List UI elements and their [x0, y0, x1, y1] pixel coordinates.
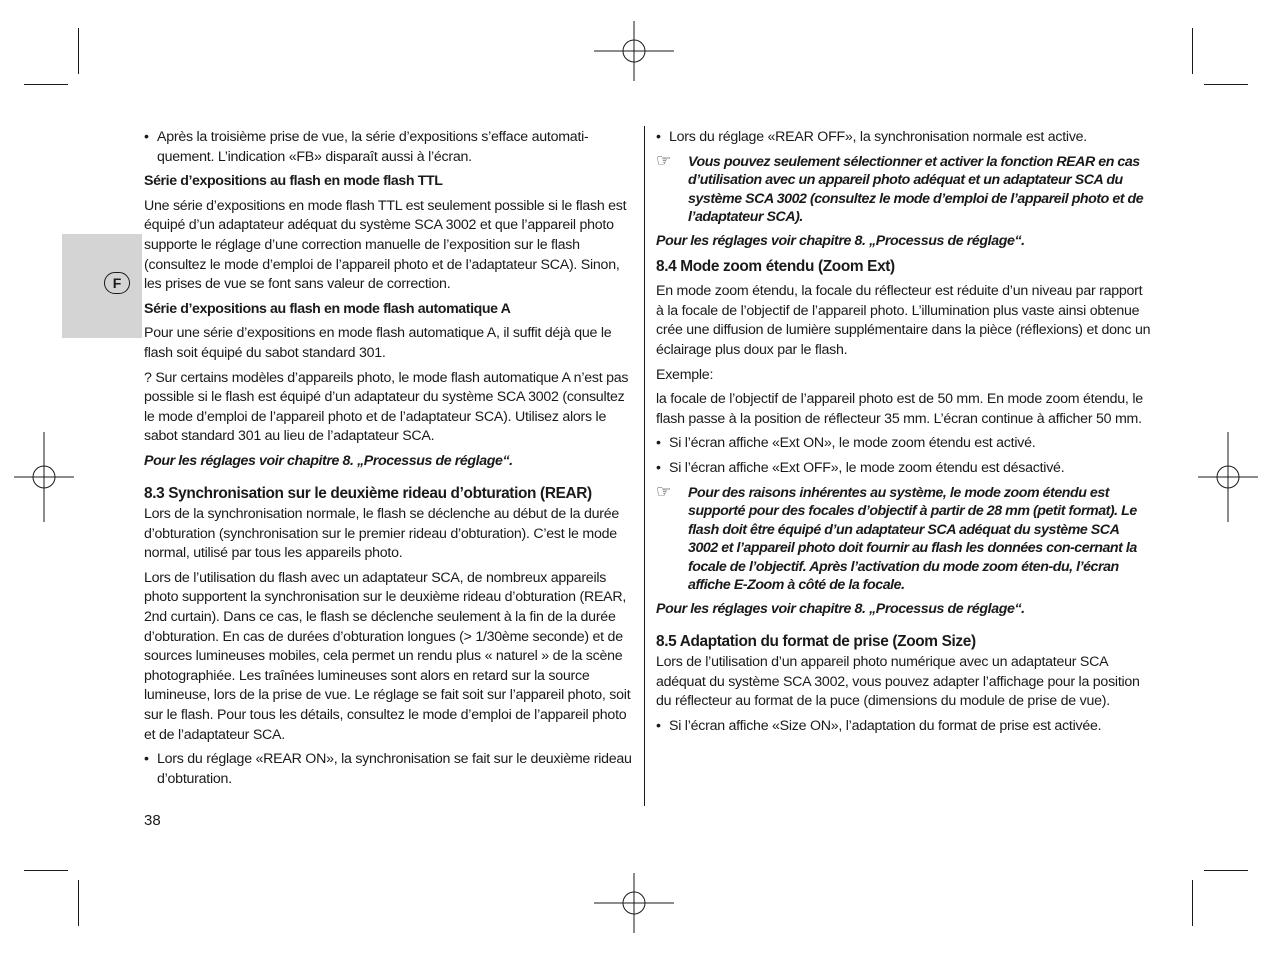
bullet-icon: •	[144, 129, 149, 145]
paragraph-8-3-a: Lors de la synchronisation normale, le flash se déclenche au début de la durée d’obturation (synchronisation sur le premier rideau d’obturation). C’est le mode normal, utilisé par tous les appareils photo.	[144, 506, 620, 562]
subheading-ttl: Série d’expositions au flash en mode flash TTL	[144, 173, 443, 190]
left-column	[144, 128, 636, 794]
page-number: 38	[144, 812, 161, 829]
crop-mark	[1192, 28, 1193, 74]
crop-mark	[1204, 870, 1248, 871]
registration-mark-bottom	[594, 873, 674, 933]
language-tab-label: F	[104, 272, 130, 294]
bullet-icon: •	[144, 751, 149, 768]
paragraph-8-4: En mode zoom étendu, la focale du réflecteur est réduite d’un niveau par rapport à la focale de l’objectif de l’appareil photo. L’illumination plus vaste ainsi obtenue crée une diffusion de lumière supplémentaire dans la pièce (réflexions) et donc un éclairage plus doux par le flash.	[656, 283, 1151, 358]
note-rear: ☞ Vous pouvez seulement sélectionner et activer la fonction REAR en cas d’utilisation avec un appareil photo adéquat et un adaptateur SCA du système SCA 3002 (consultez le mode d’emploi de l’appareil photo et de l’adaptateur SCA).	[656, 150, 1144, 226]
bullet-icon: •	[656, 718, 661, 735]
section-heading-8-3: 8.3 Synchronisation sur le deuxième rideau d’obturation (REAR)	[144, 484, 592, 502]
crop-mark	[78, 28, 79, 74]
crop-mark	[24, 870, 68, 871]
note-zoom: ☞ Pour des raisons inhérentes au système, le mode zoom étendu est supporté pour des focales d’objectif à partir de 28 mm (petit format). Le flash doit être équipé d’un adaptateur SCA adéquat du système SCA 3002 et l’appareil photo doit fournir au flash les données con-cernant la focale de l’objectif. Après l’activation du mode zoom éten-du, l’écran affiche E-Zoom à côté de la focale.	[656, 481, 1137, 594]
right-column	[656, 128, 1152, 742]
settings-reference: Pour les réglages voir chapitre 8. „Processus de réglage“.	[656, 601, 1025, 618]
pointing-hand-icon: ☞	[656, 481, 671, 501]
example-label: Exemple:	[656, 366, 714, 383]
settings-reference: Pour les réglages voir chapitre 8. „Processus de réglage“.	[656, 232, 1025, 249]
bullet-item: • Lors du réglage «REAR ON», la synchronisation se fait sur le deuxième rideau d’obturation.	[144, 751, 632, 787]
settings-reference: Pour les réglages voir chapitre 8. „Processus de réglage“.	[144, 452, 513, 469]
crop-mark	[78, 880, 79, 926]
bullet-icon: •	[656, 129, 661, 145]
crop-mark	[1204, 84, 1248, 85]
bullet-icon: •	[656, 459, 661, 476]
example-text: la focale de l’objectif de l’appareil photo est de 50 mm. En mode zoom étendu, le flash passe à la position de réflecteur 35 mm. L’écran continue à afficher 50 mm.	[656, 391, 1143, 427]
paragraph-ttl: Une série d’expositions en mode flash TTL est seulement possible si le flash est équipé d’un adaptateur adéquat du système SCA 3002 et que l’appareil photo supporte le réglage d’une correction manuelle de l’exposition sur le flash (consultez le mode d’emploi de l’appareil photo et de l’adaptateur SCA). Sinon, les prises de vue se font sans valeur de correction.	[144, 197, 627, 293]
bullet-icon: •	[656, 435, 661, 452]
bullet-item: • Si l’écran affiche «Ext ON», le mode zoom étendu est activé.	[656, 434, 1152, 454]
paragraph-auto: Pour une série d’expositions en mode flash automatique A, il suffit déjà que le flash soit équipé du sabot standard 301.	[144, 325, 612, 361]
bullet-item: • Après la troisième prise de vue, la série d’expositions s’efface automati-quement. L’indication «FB» disparaît aussi à l’écran.	[144, 129, 589, 165]
crop-mark	[1192, 880, 1193, 926]
registration-mark-left	[14, 432, 74, 522]
paragraph-auto-note: ? Sur certains modèles d’appareils photo, le mode flash automatique A n’est pas possible si le flash est équipé d’un adaptateur du système SCA 3002 (consultez le mode d’emploi de l’appareil photo et de l’adaptateur SCA). Utilisez alors le sabot standard 301 au lieu de l’adaptateur SCA.	[144, 369, 629, 445]
language-tab	[62, 234, 142, 338]
registration-mark-top	[594, 21, 674, 81]
subheading-auto: Série d’expositions au flash en mode flash automatique A	[144, 300, 511, 317]
registration-mark-right	[1198, 432, 1258, 522]
section-heading-8-5: 8.5 Adaptation du format de prise (Zoom Size)	[656, 632, 976, 650]
paragraph-8-5: Lors de l’utilisation d’un appareil photo numérique avec un adaptateur SCA adéquat du système SCA 3002, vous pouvez adapter l’affichage pour la position du réflecteur au format de la puce (dimensions du module de prise de vue).	[656, 654, 1140, 710]
crop-mark	[24, 84, 68, 85]
pointing-hand-icon: ☞	[656, 150, 671, 170]
bullet-item: • Si l’écran affiche «Ext OFF», le mode zoom étendu est désactivé.	[656, 459, 1152, 479]
paragraph-8-3-b: Lors de l’utilisation du flash avec un adaptateur SCA, de nombreux appareils photo supportent la synchronisation sur le deuxième rideau d’obturation (REAR, 2nd curtain). Dans ce cas, le flash se déclenche seulement à la fin de la durée d’obturation. En cas de durées d’obturation longues (> 1/30ème seconde) et de sources lumineuses mobiles, cela permet un rendu plus « naturel » de la scène photographiée. Les traînées lumineuses sont alors en retard sur la source lumineuse, lors de la prise de vue. Le réglage se fait soit sur l’appareil photo, soit sur le flash. Pour tous les détails, consultez le mode d’emploi de l’appareil photo et de l’adaptateur SCA.	[144, 569, 631, 743]
bullet-item: • Lors du réglage «REAR OFF», la synchronisation normale est active.	[656, 128, 1152, 148]
section-heading-8-4: 8.4 Mode zoom étendu (Zoom Ext)	[656, 257, 895, 275]
bullet-item: • Si l’écran affiche «Size ON», l’adaptation du format de prise est activée.	[656, 717, 1152, 737]
column-divider	[644, 126, 645, 806]
